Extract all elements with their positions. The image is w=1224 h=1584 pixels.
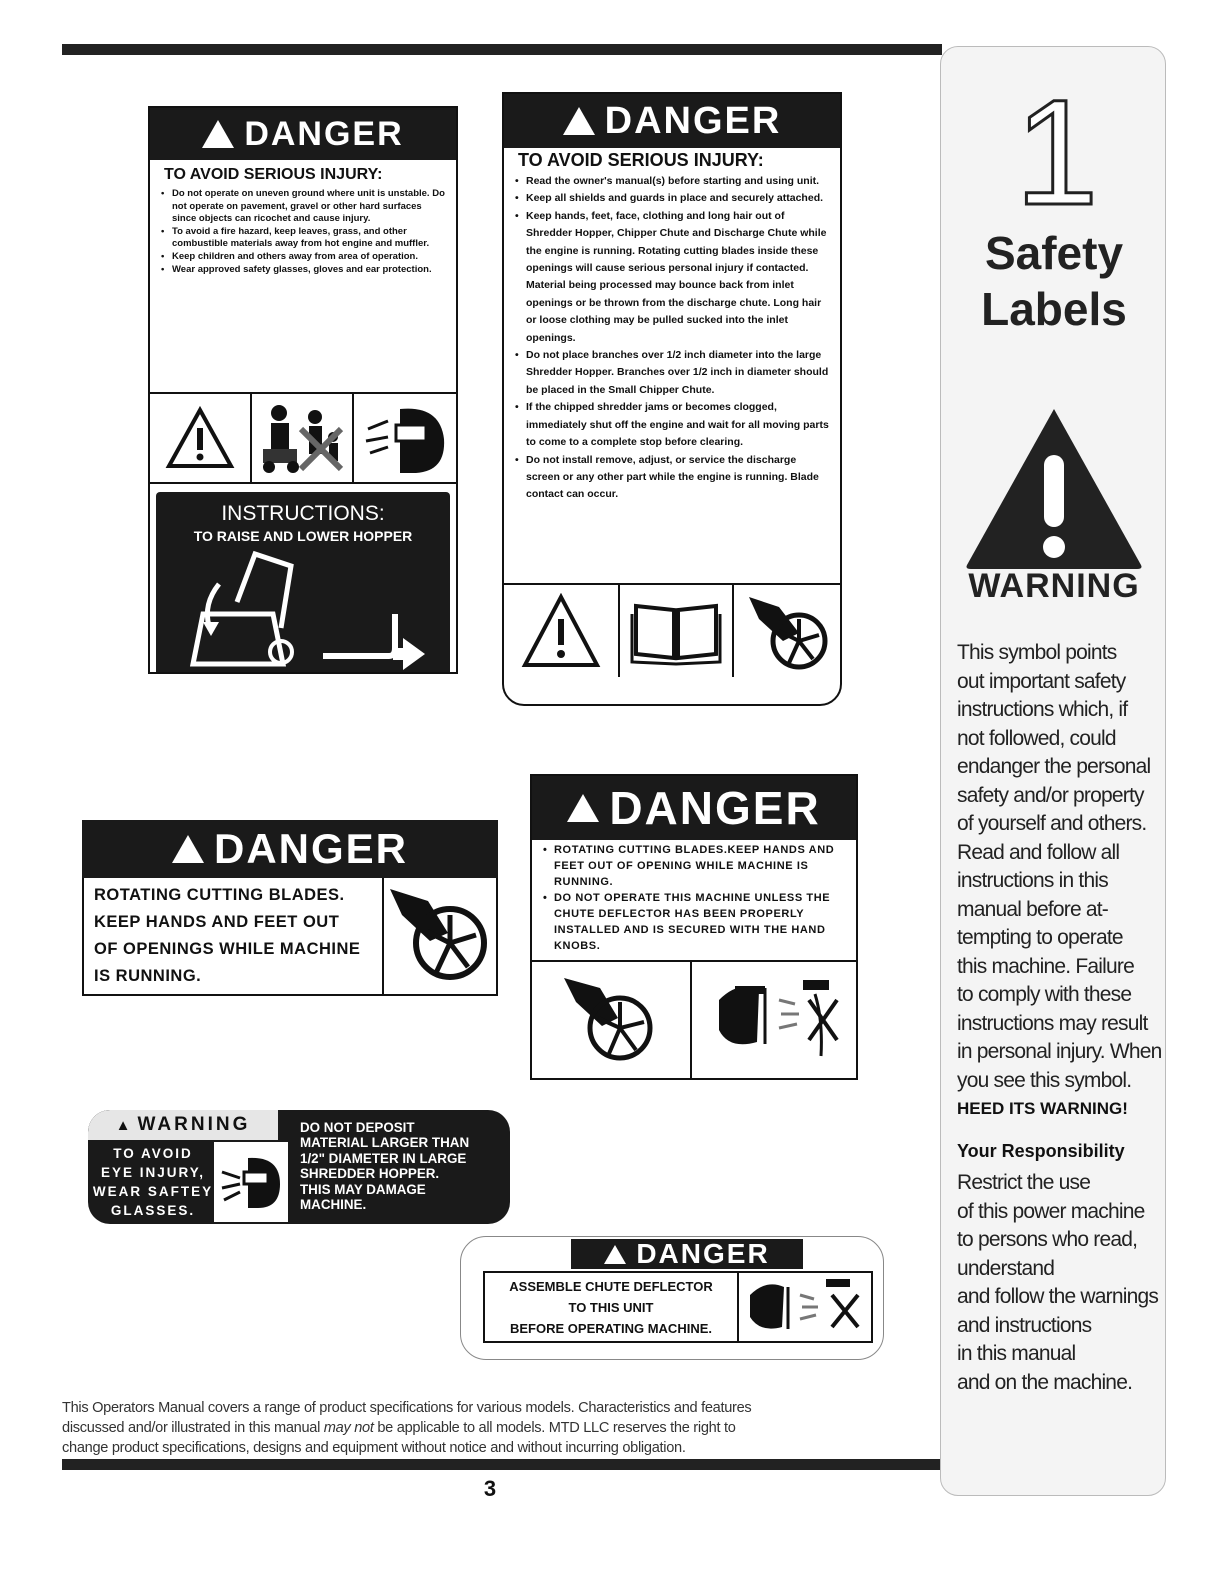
bullet-item: • Keep all shields and guards in place and securely attached. [526,190,830,207]
bullet-item: • To avoid a fire hazard, keep leaves, grass, and other combustible materials away from hot engine and muffler. [172,226,446,251]
read-manual-icon [620,585,734,677]
rotating-blade-hand-icon [532,962,692,1078]
label-text [483,1271,739,1343]
body-line: Read and follow all [957,840,1120,864]
instructions-title: INSTRUCTIONS: [221,502,385,525]
body-line: out important safety [957,669,1126,693]
alert-pictogram-icon [150,394,252,482]
danger-label-hopper [148,106,458,674]
label-subheader: TO AVOID SERIOUS INJURY: [518,150,764,170]
page-number: 3 [483,1476,497,1501]
pictogram-row [532,962,856,1078]
warning-header-text: WARNING [137,1114,251,1135]
body-line: to comply with these [957,983,1132,1006]
body-line: understand [957,1256,1055,1280]
responsibility-body [957,1169,1167,1397]
bullet-item: • Keep children and others away from area of operation. [172,251,446,264]
danger-label-assemble-deflector [460,1236,884,1360]
alert-triangle-icon: ▲ [115,1116,134,1134]
pictogram-row [150,392,456,484]
body-line: in personal injury. When [957,1040,1162,1063]
bullet-item: • DO NOT OPERATE THIS MACHINE UNLESS THE CHUTE DEFLECTOR HAS BEEN PROPERLY INSTALLED AND IS SECURED WITH THE HAND KNOBS. [554,890,846,954]
danger-label-chute-deflector [530,774,858,1080]
chute-deflector-icon [739,1271,873,1343]
label-line: SHREDDER HOPPER. [300,1166,440,1182]
chapter-sidebar [940,46,1166,1496]
rotating-blade-hand-icon [734,585,840,677]
disclaimer-text [62,1398,892,1458]
warning-label-eye-injury [88,1110,510,1224]
label-bullets [150,188,456,392]
responsibility-title: Your Responsibility [957,1141,1125,1161]
bullet-item: • Do not place branches over 1/2 inch diameter into the large Shredder Hopper. Branches over 1/2 inch in diameter should be placed in the Small Chipper Chute. [526,347,830,399]
warning-triangle-icon [961,403,1147,573]
chute-deflector-icon [692,962,856,1078]
bullet-item: • Wear approved safety glasses, gloves and ear protection. [172,264,446,277]
label-bullets [532,840,856,962]
body-line: instructions which, if [957,698,1128,721]
danger-header [571,1239,803,1269]
danger-header-text: DANGER [604,99,782,142]
chapter-number: 1 [1015,68,1099,236]
body-line: instructions may result [957,1011,1148,1035]
danger-header-text: DANGER [636,1238,770,1269]
alert-triangle-icon [172,835,204,863]
label-subheader: TO AVOID SERIOUS INJURY: [164,166,383,183]
body-line: tempting to operate [957,926,1123,949]
label-line: MATERIAL LARGER THAN [300,1135,470,1151]
bottom-rule [62,1459,942,1470]
disclaimer-fragment: discussed and/or illustrated in this manual [62,1420,324,1436]
disclaimer-italic: may not [323,1420,374,1436]
disclaimer-line: This Operators Manual covers a range of product specifications for various models. Characteristics and features [62,1400,752,1416]
body-line: instructions in this [957,869,1108,892]
bullet-item: • Read the owner's manual(s) before starting and using unit. [526,173,830,190]
body-line: and instructions [957,1313,1092,1337]
instructions-subtitle: TO RAISE AND LOWER HOPPER [193,528,413,544]
body-line: of yourself and others. [957,812,1147,835]
label-line: EYE INJURY, [100,1165,206,1180]
disclaimer-line [62,1418,892,1438]
top-rule [62,44,942,55]
danger-label-rotating-blades [82,820,498,1000]
label-line: THIS MAY DAMAGE [300,1181,426,1197]
label-line: TO THIS UNIT [568,1300,654,1315]
body-line: and on the machine. [957,1370,1133,1394]
sidebar-title-line2: Labels [981,283,1127,335]
danger-header [532,776,856,840]
warning-header [88,1110,278,1140]
body-line: This symbol points [957,641,1117,664]
instructions-panel [156,492,450,674]
body-line: not followed, could [957,726,1116,750]
label-line: OF OPENINGS WHILE MACHINE [94,940,361,958]
heed-warning: HEED ITS WARNING! [957,1099,1128,1118]
raise-hopper-diagram-icon [163,544,443,674]
sidebar-body [957,639,1167,1095]
label-line: TO AVOID [113,1146,193,1161]
bullet-item: • Keep hands, feet, face, clothing and long hair out of Shredder Hopper, Chipper Chute and Discharge Chute while the engine is running. Rotating cutting blades inside these openings will cause serious personal injury if contacted. Material being processed may bounce back from inlet openings or be thrown from the discharge chute. Long hair or loose clothing may be pulled sucked into the inlet openings. [526,208,830,347]
danger-header-text: DANGER [609,782,821,834]
rotating-blade-hand-icon [382,878,496,994]
warning-word: WARNING [968,567,1140,605]
label-line: IS RUNNING. [94,967,202,985]
label-line: KEEP HANDS AND FEET OUT [94,913,340,931]
label-bullets [504,173,840,583]
bullet-item: • Do not install remove, adjust, or service the discharge screen or any other part while the engine is running. Blade contact can occur. [526,452,830,504]
bullet-item: • ROTATING CUTTING BLADES.KEEP HANDS AND FEET OUT OF OPENING WHILE MACHINE IS RUNNING. [554,842,846,890]
body-line: Restrict the use [957,1171,1091,1194]
danger-header [504,94,840,148]
alert-triangle-icon [202,120,234,148]
eye-injury-text [88,1144,218,1220]
danger-header-text: DANGER [244,114,404,153]
body-line: this machine. Failure [957,954,1134,978]
label-line: 1/2" DIAMETER IN LARGE [300,1150,467,1166]
body-line: safety and/or property [957,783,1144,807]
label-line: MACHINE. [300,1197,367,1213]
alert-triangle-icon [567,794,599,822]
eye-protection-icon [214,1142,288,1222]
danger-label-serious-injury [502,92,842,706]
danger-header-text: DANGER [213,825,408,872]
pictogram-row [504,583,840,677]
label-line: BEFORE OPERATING MACHINE. [510,1321,712,1336]
body-line: you see this symbol. [957,1068,1132,1092]
body-line: endanger the personal [957,755,1151,778]
label-body [82,878,498,996]
body-line: in this manual [957,1342,1076,1365]
body-line: manual before at- [957,897,1108,921]
label-line: ASSEMBLE CHUTE DEFLECTOR [509,1279,713,1294]
body-line: to persons who read, [957,1228,1138,1251]
label-line: DO NOT DEPOSIT [300,1120,415,1135]
alert-triangle-icon [563,107,595,135]
danger-header [150,108,456,160]
label-text [84,878,382,994]
sidebar-title-line1: Safety [984,227,1124,279]
label-line: ROTATING CUTTING BLADES. [94,886,345,904]
eye-protection-icon [354,394,456,482]
alert-triangle-icon [604,1245,626,1264]
alert-pictogram-icon [504,585,620,677]
body-line: of this power machine [957,1199,1145,1223]
label-line: GLASSES. [110,1203,196,1218]
body-line: and follow the warnings [957,1285,1159,1308]
danger-header [82,820,498,878]
disclaimer-line: change product specifications, designs and equipment without notice and without incurring obligation. [62,1440,686,1456]
bullet-item: • If the chipped shredder jams or becomes clogged, immediately shut off the engine and wait for all moving parts to come to a complete stop before clearing. [526,399,830,451]
oversize-material-text [300,1120,506,1212]
keep-bystanders-away-icon [252,394,354,482]
bullet-item: • Do not operate on uneven ground where unit is unstable. Do not operate on pavement, gravel or other hard surfaces since objects can ricochet and cause injury. [172,188,446,226]
label-line: WEAR SAFTEY [92,1184,214,1199]
disclaimer-fragment: be applicable to all models. MTD LLC reserves the right to [373,1420,736,1436]
